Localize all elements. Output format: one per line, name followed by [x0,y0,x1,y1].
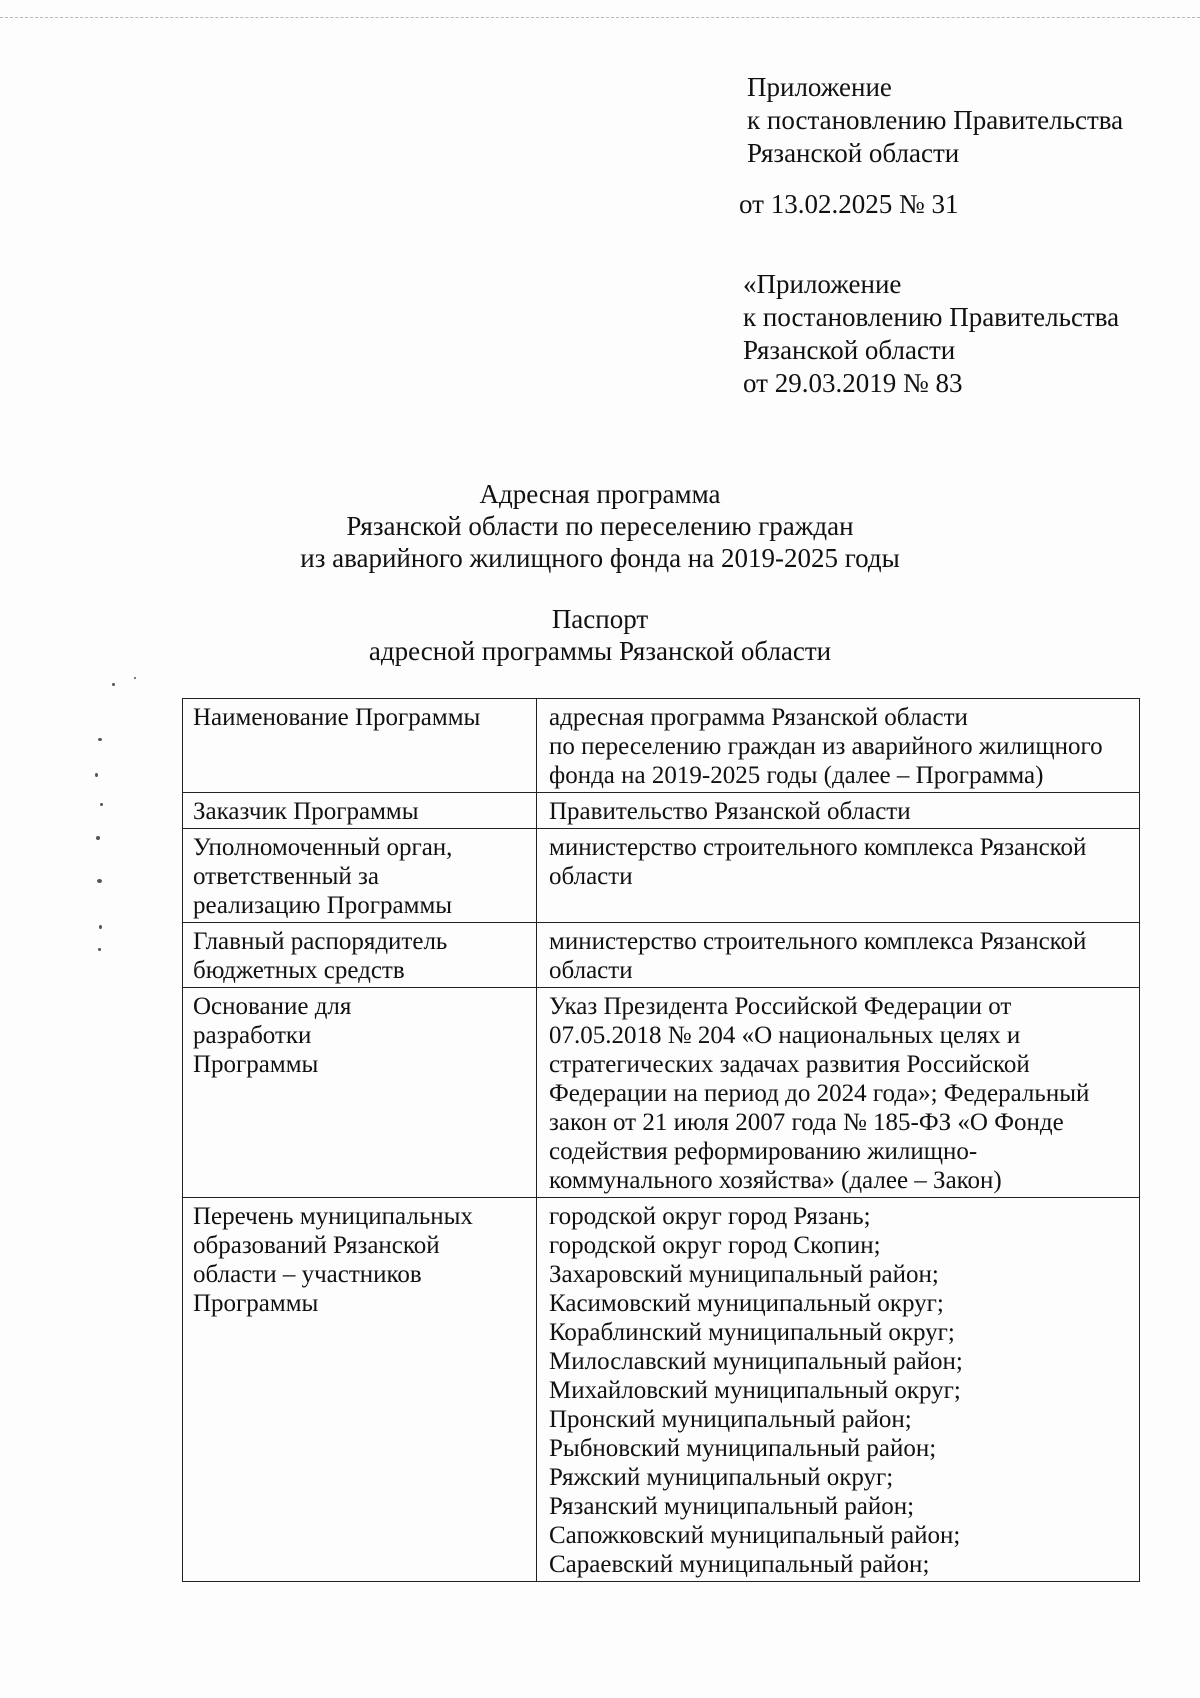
passport-table [182,698,1140,1582]
value-line: городской округ город Рязань; [549,1203,871,1230]
label-line: области – участников [193,1261,422,1288]
value-line: области [549,863,633,890]
program-title-line: из аварийного жилищного фонда на 2019-2025 годы [300,543,900,573]
passport-row-value [537,988,1140,1198]
passport-title-line: Паспорт [551,604,649,634]
passport-row-value [537,829,1140,923]
value-line: Рязанский муниципальный район; [549,1493,915,1520]
passport-row-label [183,829,537,923]
value-line: области [549,957,633,984]
value-line: Милославский муниципальный район; [549,1348,963,1375]
passport-row [183,1198,1140,1582]
passport-row [183,793,1140,829]
passport-row-value [537,699,1140,793]
scan-speck [100,803,103,806]
value-line: фонда на 2019-2025 годы (далее – Программа) [549,762,1044,789]
scan-speck [99,925,102,929]
value-line: Правительство Рязанской области [549,798,911,825]
value-line: Сапожковский муниципальный район; [549,1522,961,1549]
value-line: адресная программа Рязанской области [549,704,968,731]
label-line: Перечень муниципальных [193,1203,473,1230]
program-title [0,478,1200,574]
passport-row-value [537,793,1140,829]
label-line: бюджетных средств [193,957,405,984]
value-line: Кораблинский муниципальный округ; [549,1319,955,1346]
quoted-header-line: к постановлению Правительства [743,302,1120,332]
appendix-header-line: Рязанской области [747,138,960,168]
value-line: Указ Президента Российской Федерации от [549,993,1012,1020]
value-line: по переселению граждан из аварийного жилищного [549,733,1103,760]
scan-edge-line [0,17,1200,18]
value-line: Сараевский муниципальный район; [549,1551,930,1578]
scan-speck [96,836,100,840]
scan-speck [134,677,136,679]
quoted-header-line: Рязанской области [743,335,956,365]
passport-row-label [183,923,537,988]
label-line: Главный распорядитель [193,928,448,955]
value-line: министерство строительного комплекса Рязанской [549,928,1087,955]
value-line: городской округ город Скопин; [549,1232,881,1259]
value-line: Касимовский муниципальный округ; [549,1290,944,1317]
passport-row-label [183,988,537,1198]
value-line: закон от 21 июля 2007 года № 185-ФЗ «О Фонде [549,1109,1064,1136]
label-line: Программы [193,1290,319,1317]
passport-row-label [183,793,537,829]
value-line: министерство строительного комплекса Рязанской [549,834,1087,861]
value-line: Рыбновский муниципальный район; [549,1435,937,1462]
value-line: коммунального хозяйства» (далее – Закон) [549,1167,1002,1194]
passport-row [183,829,1140,923]
program-title-line: Адресная программа [479,479,721,509]
appendix-date [739,188,958,221]
appendix-date-line: от 13.02.2025 № 31 [739,189,959,219]
value-line: Федерации на период до 2024 года»; Федеральный [549,1080,1090,1107]
value-line: Ряжский муниципальный округ; [549,1464,894,1491]
label-line: образований Рязанской [193,1232,440,1259]
appendix-header-line: к постановлению Правительства [747,105,1124,135]
value-line: Пронский муниципальный район; [549,1406,912,1433]
quoted-header-line: «Приложение [743,269,902,299]
label-line: ответственный за [193,863,380,890]
passport-row [183,923,1140,988]
value-line: стратегических задачах развития Российской [549,1051,1030,1078]
value-line: 07.05.2018 № 204 «О национальных целях и [549,1022,1021,1049]
quoted-header-line: от 29.03.2019 № 83 [743,368,963,398]
label-line: Программы [193,1051,319,1078]
scan-speck [95,773,98,777]
label-line: Основание для [193,993,352,1020]
passport-row-label [183,699,537,793]
label-line: Заказчик Программы [193,798,419,825]
label-line: реализацию Программы [193,892,453,919]
label-line: Наименование Программы [193,704,481,731]
passport-row-value [537,923,1140,988]
scan-speck [98,738,102,741]
value-line: Михайловский муниципальный округ; [549,1377,961,1404]
scan-speck [98,948,101,951]
scan-speck [112,683,115,686]
passport-title-line: адресной программы Рязанской области [368,636,832,666]
passport-row-value [537,1198,1140,1582]
passport-row [183,699,1140,793]
value-line: Захаровский муниципальный район; [549,1261,939,1288]
passport-title [0,603,1200,667]
value-line: содействия реформированию жилищно- [549,1138,978,1165]
label-line: Уполномоченный орган, [193,834,453,861]
passport-row-label [183,1198,537,1582]
passport-row [183,988,1140,1198]
quoted-appendix-header [743,268,1119,400]
appendix-header-line: Приложение [747,72,892,102]
label-line: разработки [193,1022,312,1049]
scan-speck [97,879,102,883]
passport-table-body [183,699,1140,1582]
appendix-header [747,71,1123,170]
program-title-line: Рязанской области по переселению граждан [346,511,854,541]
